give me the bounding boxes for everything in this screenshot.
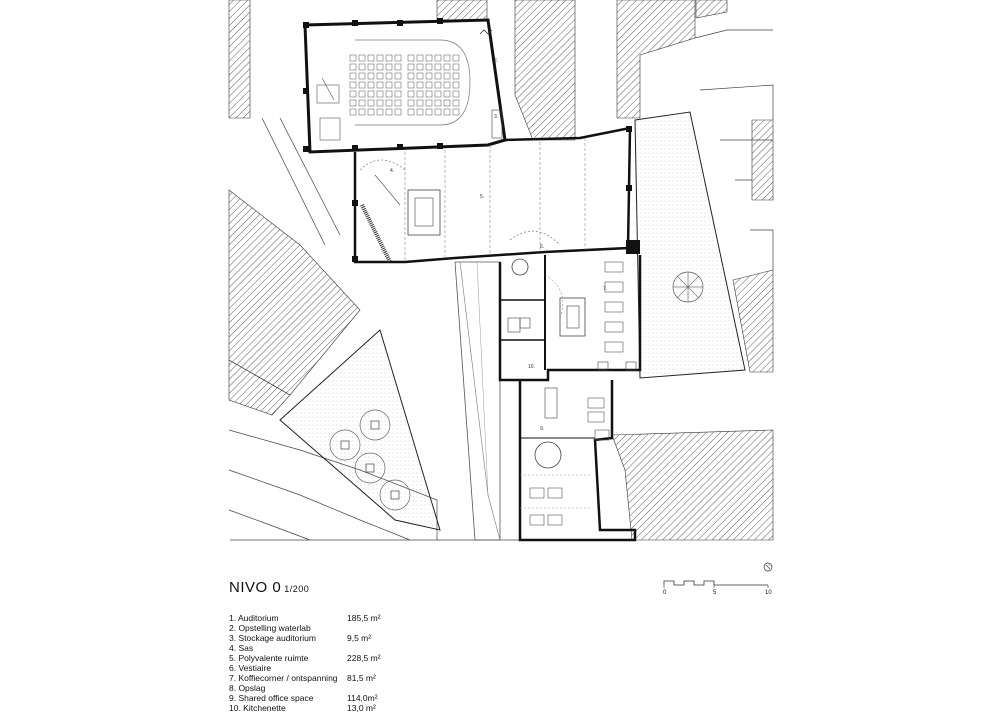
scale-tick-label: 10 xyxy=(765,590,772,596)
furniture xyxy=(350,91,356,97)
furniture xyxy=(377,100,383,106)
furniture xyxy=(435,55,441,61)
room-tag: 2. xyxy=(494,58,499,64)
furniture xyxy=(426,73,432,79)
furniture xyxy=(453,73,459,79)
furniture xyxy=(368,55,374,61)
furniture xyxy=(377,82,383,88)
furniture xyxy=(359,100,365,106)
furniture xyxy=(377,109,383,115)
furniture xyxy=(350,64,356,70)
legend-label: 5. Polyvalente ruimte xyxy=(229,653,309,663)
legend-item xyxy=(229,683,379,693)
furniture xyxy=(530,515,544,525)
furniture xyxy=(368,73,374,79)
furniture xyxy=(444,73,450,79)
room-tag: 10. xyxy=(528,364,535,370)
furniture xyxy=(395,82,401,88)
furniture xyxy=(435,100,441,106)
furniture xyxy=(417,91,423,97)
legend-item xyxy=(229,643,379,653)
legend-area: 185,5 m² xyxy=(347,613,381,623)
furniture xyxy=(395,73,401,79)
furniture xyxy=(359,109,365,115)
legend-item xyxy=(229,633,379,643)
furniture xyxy=(453,55,459,61)
furniture xyxy=(386,55,392,61)
furniture xyxy=(548,515,562,525)
furniture xyxy=(368,82,374,88)
furniture xyxy=(426,55,432,61)
scale-bar-graphic xyxy=(662,575,782,589)
legend-label: 8. Opslag xyxy=(229,683,266,693)
furniture xyxy=(386,82,392,88)
furniture xyxy=(605,342,623,352)
furniture xyxy=(377,91,383,97)
furniture xyxy=(350,100,356,106)
furniture xyxy=(395,55,401,61)
furniture xyxy=(426,100,432,106)
polyvalente-ruimte xyxy=(352,126,640,262)
legend-item xyxy=(229,613,379,623)
legend-label: 3. Stockage auditorium xyxy=(229,633,316,643)
furniture xyxy=(377,55,383,61)
ramp xyxy=(455,262,500,540)
legend-label: 9. Shared office space xyxy=(229,693,314,703)
koffiecorner xyxy=(500,255,640,380)
furniture xyxy=(386,73,392,79)
legend-label: 2. Opstelling waterlab xyxy=(229,623,311,633)
furniture xyxy=(417,100,423,106)
legend-item xyxy=(229,703,379,713)
room-tag: 9. xyxy=(540,426,545,432)
furniture xyxy=(435,64,441,70)
shared-office xyxy=(520,380,635,540)
legend-item xyxy=(229,673,379,683)
furniture xyxy=(426,91,432,97)
scale-tick-label: 0 xyxy=(663,590,667,596)
furniture xyxy=(350,73,356,79)
furniture xyxy=(408,55,414,61)
furniture xyxy=(548,488,562,498)
tree-icon xyxy=(673,272,703,302)
legend-item xyxy=(229,653,379,663)
scale-bar xyxy=(662,575,782,605)
furniture xyxy=(386,91,392,97)
furniture xyxy=(605,282,623,292)
furniture xyxy=(426,64,432,70)
furniture xyxy=(350,109,356,115)
furniture xyxy=(395,64,401,70)
legend-item xyxy=(229,663,379,673)
furniture xyxy=(605,262,623,272)
legend-label: 1. Auditorium xyxy=(229,613,279,623)
furniture xyxy=(605,322,623,332)
garden-right xyxy=(635,112,745,378)
furniture xyxy=(359,82,365,88)
furniture xyxy=(417,82,423,88)
furniture xyxy=(386,100,392,106)
north-arrow-icon xyxy=(763,562,773,572)
furniture xyxy=(408,91,414,97)
room-tag: 5. xyxy=(480,194,485,200)
furniture xyxy=(530,488,544,498)
furniture xyxy=(444,91,450,97)
furniture xyxy=(444,64,450,70)
furniture xyxy=(395,100,401,106)
furniture xyxy=(444,100,450,106)
furniture xyxy=(435,109,441,115)
furniture xyxy=(359,73,365,79)
furniture xyxy=(453,109,459,115)
furniture xyxy=(368,100,374,106)
legend-label: 10. Kitchenette xyxy=(229,703,286,713)
legend-area: 228,5 m² xyxy=(347,653,381,663)
furniture xyxy=(453,82,459,88)
room-tag: 7. xyxy=(603,286,608,292)
furniture xyxy=(453,64,459,70)
room-tag: 6. xyxy=(540,244,545,250)
legend-area: 81,5 m² xyxy=(347,673,376,683)
furniture xyxy=(359,55,365,61)
furniture xyxy=(435,82,441,88)
legend-label: 6. Vestiaire xyxy=(229,663,272,673)
furniture xyxy=(386,64,392,70)
furniture xyxy=(417,109,423,115)
furniture xyxy=(453,91,459,97)
furniture xyxy=(359,64,365,70)
room-tag: 3. xyxy=(494,114,499,120)
furniture xyxy=(408,100,414,106)
room-tag: 4. xyxy=(390,168,395,174)
furniture xyxy=(359,91,365,97)
furniture xyxy=(605,302,623,312)
furniture xyxy=(435,91,441,97)
furniture xyxy=(453,100,459,106)
furniture xyxy=(368,91,374,97)
furniture xyxy=(426,109,432,115)
furniture xyxy=(435,73,441,79)
legend-area: 114,0m² xyxy=(347,693,378,703)
furniture xyxy=(377,73,383,79)
room-legend xyxy=(229,613,379,713)
furniture xyxy=(444,109,450,115)
furniture xyxy=(350,55,356,61)
furniture xyxy=(368,109,374,115)
furniture xyxy=(417,55,423,61)
furniture xyxy=(408,109,414,115)
furniture xyxy=(417,64,423,70)
furniture xyxy=(408,82,414,88)
auditorium xyxy=(303,18,505,152)
furniture xyxy=(444,82,450,88)
furniture xyxy=(408,73,414,79)
furniture xyxy=(386,109,392,115)
title-text: NIVO 0 xyxy=(229,579,282,596)
page-title xyxy=(229,579,309,596)
legend-label: 4. Sas xyxy=(229,643,254,653)
furniture xyxy=(417,73,423,79)
legend-area: 9,5 m² xyxy=(347,633,372,643)
furniture xyxy=(350,82,356,88)
legend-label: 7. Koffiecorner / ontspanning xyxy=(229,673,338,683)
furniture xyxy=(395,91,401,97)
legend-item xyxy=(229,623,379,633)
furniture xyxy=(426,82,432,88)
furniture xyxy=(395,109,401,115)
scale-label: 1/200 xyxy=(284,584,310,594)
furniture xyxy=(368,64,374,70)
legend-area: 13,0 m² xyxy=(347,703,376,713)
furniture xyxy=(377,64,383,70)
furniture xyxy=(408,64,414,70)
legend-item xyxy=(229,693,379,703)
scale-tick-label: 5 xyxy=(713,590,717,596)
furniture xyxy=(444,55,450,61)
